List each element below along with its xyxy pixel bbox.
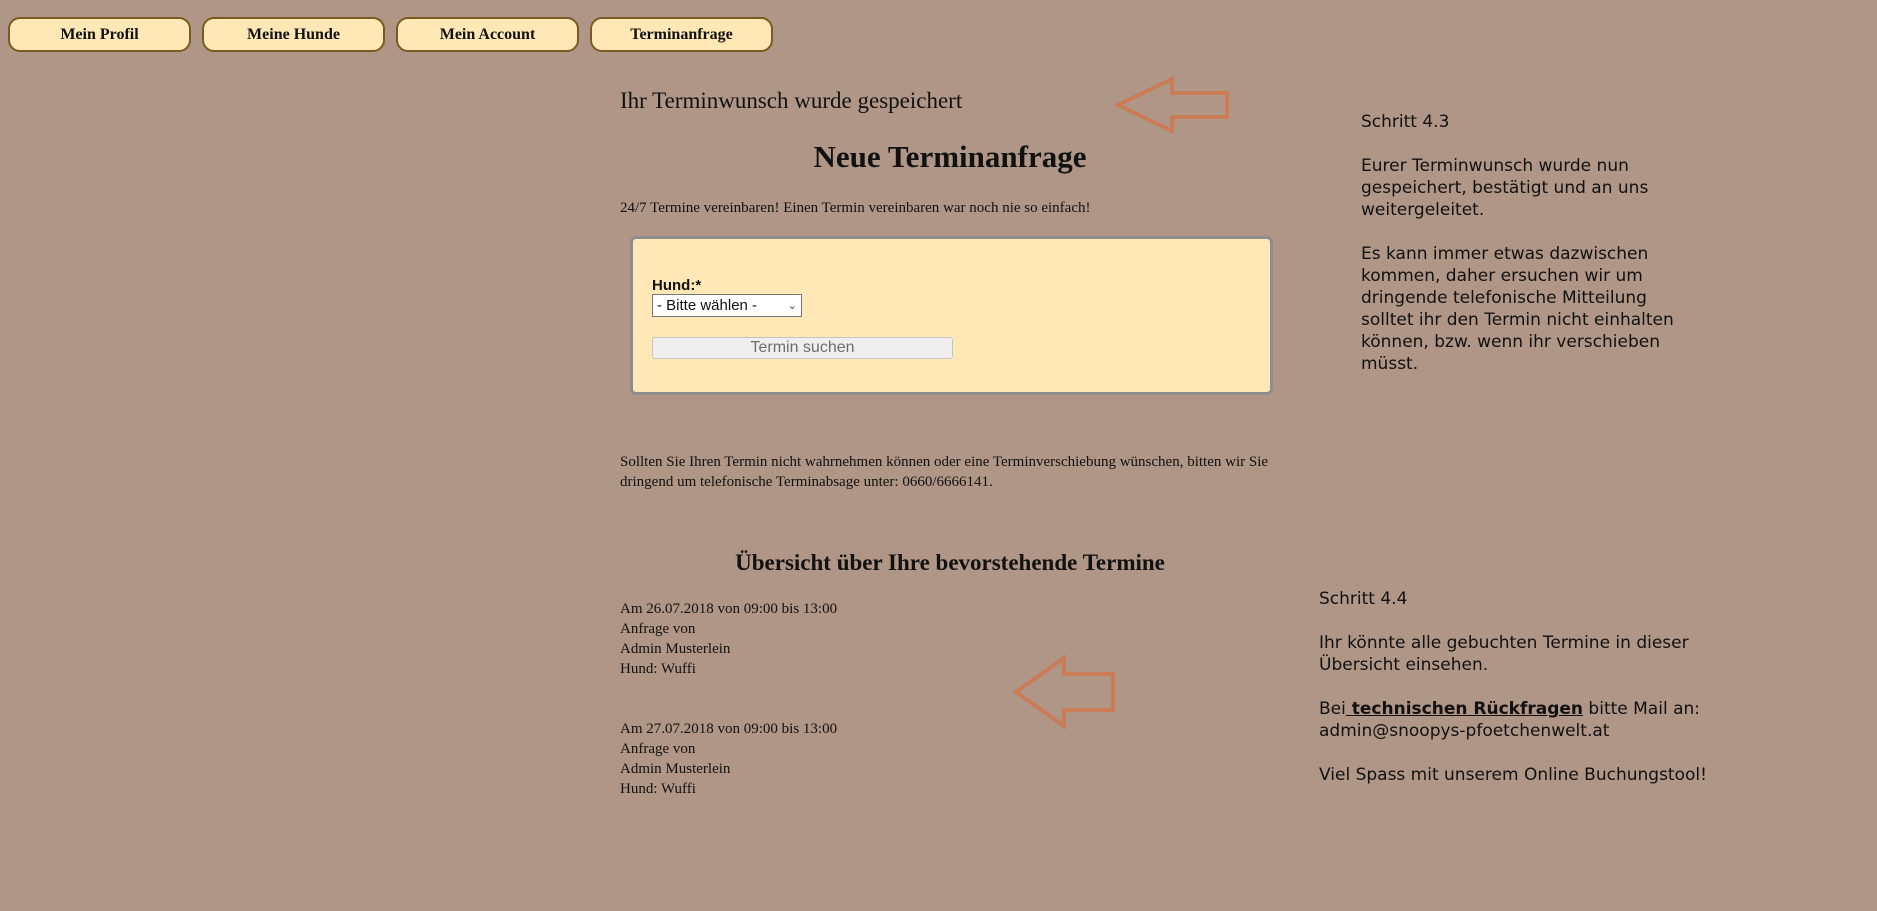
arrow-left-icon [1013,654,1116,730]
hund-select-value: - Bitte wählen - [657,297,758,314]
nav-mein-account-button[interactable]: Mein Account [396,17,579,52]
appointment-dog: Hund: Wuffi [620,781,696,797]
saved-message: Ihr Terminwunsch wurde gespeichert [620,88,963,113]
appointment-requester: Admin Musterlein [620,641,731,657]
termin-suchen-button[interactable]: Termin suchen [652,337,953,359]
appointment-date: Am 27.07.2018 von 09:00 bis 13:00 [620,721,838,737]
page-title: Neue Terminanfrage [813,139,1087,174]
top-navigation [8,17,773,52]
hund-select[interactable] [652,294,802,317]
step-4-3-heading: Schritt 4.3 [1361,112,1450,132]
appointment-form [630,236,1273,395]
intro-text: 24/7 Termine vereinbaren! Einen Termin vereinbaren war noch nie so einfach! [620,200,1091,216]
step-4-4-heading: Schritt 4.4 [1319,589,1408,609]
cancellation-notice: Sollten Sie Ihren Termin nicht wahrnehmen können oder eine Terminverschiebung wünschen, bitten wir Sie dringend um telefonische Terminabsage unter: 0660/6666141. [620,454,1269,490]
nav-terminanfrage-button[interactable]: Terminanfrage [590,17,773,52]
appointment-request-label: Anfrage von [620,621,696,637]
appointment-request-label: Anfrage von [620,741,696,757]
step-4-3-annotation [1361,111,1691,375]
step-4-3-text: Es kann immer etwas dazwischen kommen, daher ersuchen wir um dringende telefonische Mitteilung solltet ihr den Termin nicht einhalten können, bzw. wenn ihr verschieben müsst. [1361,244,1674,374]
appointment-item [620,719,837,799]
appointment-requester: Admin Musterlein [620,761,731,777]
step-4-4-text: Ihr könnte alle gebuchten Termine in dieser Übersicht einsehen. [1319,633,1689,675]
step-4-4-closing: Viel Spass mit unserem Online Buchungstool! [1319,765,1707,785]
nav-mein-profil-button[interactable]: Mein Profil [8,17,191,52]
technical-questions-link[interactable]: technischen Rückfragen [1345,699,1584,719]
overview-title: Übersicht über Ihre bevorstehende Termine [735,550,1165,575]
nav-meine-hunde-button[interactable]: Meine Hunde [202,17,385,52]
chevron-down-icon: ⌄ [787,300,797,312]
step-4-4-annotation [1319,588,1739,786]
contact-email: admin@snoopys-pfoetchenwelt.at [1319,721,1610,741]
step-4-4-contact-suffix: bitte Mail an: [1583,699,1700,719]
step-4-4-contact [1319,698,1739,720]
appointment-dog: Hund: Wuffi [620,661,696,677]
step-4-3-text: Eurer Terminwunsch wurde nun gespeichert, bestätigt und an uns weitergeleitet. [1361,156,1649,220]
step-4-4-contact-prefix: Bei [1319,699,1346,719]
hund-label: Hund:* [652,277,702,294]
appointment-date: Am 26.07.2018 von 09:00 bis 13:00 [620,601,838,617]
arrow-left-icon [1115,75,1231,135]
appointment-item [620,599,837,679]
